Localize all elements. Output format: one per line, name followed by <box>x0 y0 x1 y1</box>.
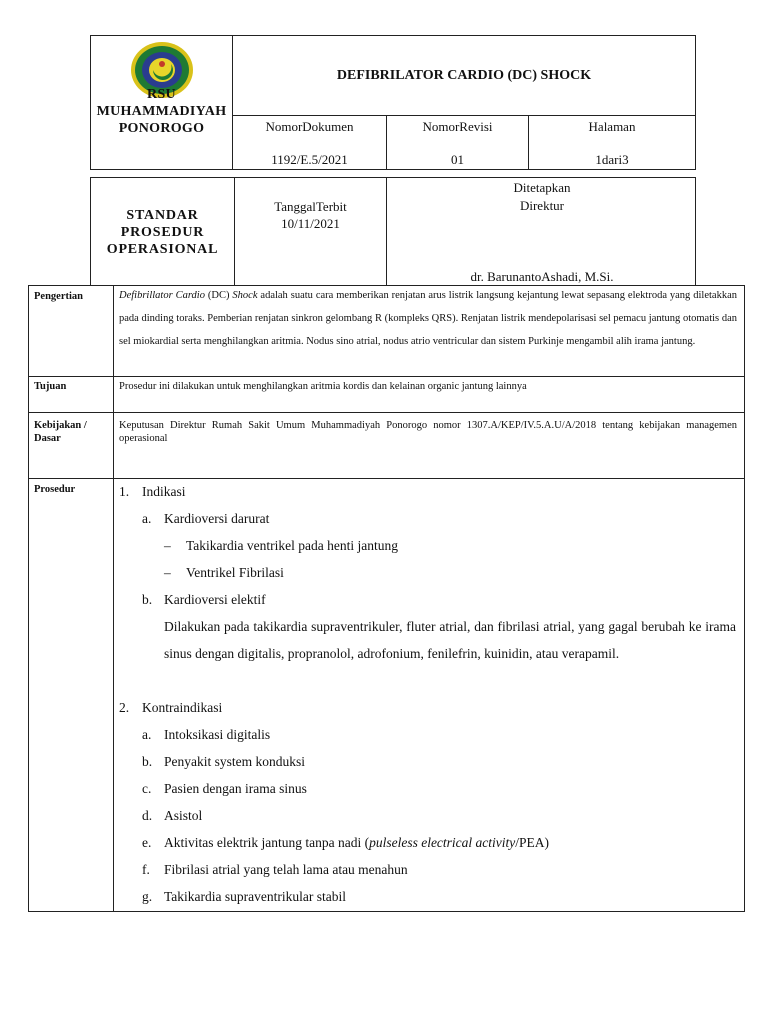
list-letter: e. <box>142 835 152 850</box>
issue-date-value: 10/11/2021 <box>281 216 340 231</box>
doc-number-value: 1192/E.5/2021 <box>271 152 348 167</box>
bullet-dash: – <box>164 565 171 580</box>
pengertian-italic-1: Defibrillator Cardio <box>119 290 205 301</box>
tujuan-text: Prosedur ini dilakukan untuk menghilangkan aritmia kordis dan kelainan organic jantung lainnya <box>119 381 527 392</box>
pengertian-part-2: adalah suatu cara memberikan renjatan arus listrik langsung kejantung lewat sepasang elektroda yang diletakkan pada dinding toraks. Pemberian renjatan sinkron gelombang R (kompleks QRS). Renjatan listrik mendepolarisasi sel pemacu jantung otomatis dan sel miokardial serta menghilangkan aritmia. Nodus sino atrial, nodus atrio ventricular dan sistem Purkinje mengambil alih irama jantung. <box>119 290 737 347</box>
sop-line-3: OPERASIONAL <box>106 241 219 257</box>
prosedur-label: Prosedur <box>34 484 76 495</box>
sop-header <box>90 177 696 285</box>
kontraindikasi-item-pea <box>164 829 549 856</box>
row-divider <box>29 412 744 413</box>
sop-title-cell <box>91 178 235 286</box>
page-value: 1dari3 <box>595 152 629 167</box>
sop-line-2: PROSEDUR <box>120 224 205 240</box>
list-letter: d. <box>142 808 153 823</box>
pengertian-text <box>119 284 737 353</box>
kontraindikasi-item: Asistol <box>164 808 203 823</box>
kardioversi-elektif: Kardioversi elektif <box>164 592 266 607</box>
institution-line-3: PONOROGO <box>118 121 205 136</box>
indikasi-heading: Indikasi <box>142 484 186 499</box>
signatory-name: dr. BarunantoAshadi, M.Si. <box>470 269 614 284</box>
pea-italic: pulseless electrical activity <box>369 835 516 850</box>
kardioversi-darurat: Kardioversi darurat <box>164 511 270 526</box>
pengertian-italic-2: Shock <box>232 290 258 301</box>
column-divider <box>113 286 114 911</box>
revision-value: 01 <box>451 152 464 167</box>
pea-prefix: Aktivitas elektrik jantung tanpa nadi ( <box>164 835 370 850</box>
list-letter: c. <box>142 781 152 796</box>
takikardia-henti: Takikardia ventrikel pada henti jantung <box>186 538 398 553</box>
kontraindikasi-item: Pasien dengan irama sinus <box>164 781 307 796</box>
list-letter: a. <box>142 727 152 742</box>
list-number: 1. <box>119 484 130 499</box>
bullet-dash: – <box>164 538 171 553</box>
list-letter: g. <box>142 889 153 904</box>
sop-content-table <box>28 285 745 912</box>
revision-cell <box>387 116 529 169</box>
kebijakan-label <box>34 419 87 445</box>
list-letter: b. <box>142 754 153 769</box>
list-letter: f. <box>142 862 150 877</box>
row-divider <box>29 376 744 377</box>
kontraindikasi-item: Penyakit system konduksi <box>164 754 305 769</box>
kebijakan-label-line-1: Kebijakan / <box>34 420 87 431</box>
issue-date-label: TanggalTerbit <box>274 199 347 214</box>
institution-name <box>91 87 232 137</box>
issue-date-cell <box>235 178 387 286</box>
row-divider <box>29 478 744 479</box>
page-cell <box>529 116 695 169</box>
kontraindikasi-item: Fibrilasi atrial yang telah lama atau menahun <box>164 862 408 877</box>
page-label: Halaman <box>588 119 636 134</box>
pengertian-part-1: (DC) <box>204 290 233 301</box>
institution-line-1: RSU <box>147 87 176 102</box>
ventrikel-fibrilasi: Ventrikel Fibrilasi <box>186 565 284 580</box>
tujuan-label: Tujuan <box>34 381 67 392</box>
doc-number-label: NomorDokumen <box>265 119 354 134</box>
approval-label: Ditetapkan <box>513 180 571 195</box>
list-letter: a. <box>142 511 152 526</box>
kebijakan-text: Keputusan Direktur Rumah Sakit Umum Muhammadiyah Ponorogo nomor 1307.A/KEP/IV.5.A.U/A/2018 tentang kebijakan managemen operasional <box>119 420 737 444</box>
list-number: 2. <box>119 700 130 715</box>
institution-cell <box>91 36 233 169</box>
kebijakan-label-line-2: Dasar <box>34 433 61 444</box>
pea-suffix: /PEA) <box>515 835 550 850</box>
approval-cell <box>387 178 697 286</box>
kontraindikasi-item: Takikardia supraventrikular stabil <box>164 889 346 904</box>
institution-line-2: MUHAMMADIYAH <box>96 104 227 119</box>
doc-number-cell <box>233 116 387 169</box>
document-title: DEFIBRILATOR CARDIO (DC) SHOCK <box>233 36 695 116</box>
elektif-description: Dilakukan pada takikardia supraventrikuler, fluter atrial, dan fibrilasi atrial, yang gagal berubah ke irama sinus dengan digitalis, propranolol, adrofonium, fenilefrin, kuinidin, atau verapamil. <box>164 619 736 661</box>
sop-line-1: STANDAR <box>126 207 199 223</box>
pengertian-label: Pengertian <box>34 291 83 302</box>
kontraindikasi-heading: Kontraindikasi <box>142 700 223 715</box>
revision-label: NomorRevisi <box>422 119 493 134</box>
list-letter: b. <box>142 592 153 607</box>
approval-role: Direktur <box>519 198 565 213</box>
document-header <box>90 35 696 170</box>
kontraindikasi-item: Intoksikasi digitalis <box>164 727 271 742</box>
